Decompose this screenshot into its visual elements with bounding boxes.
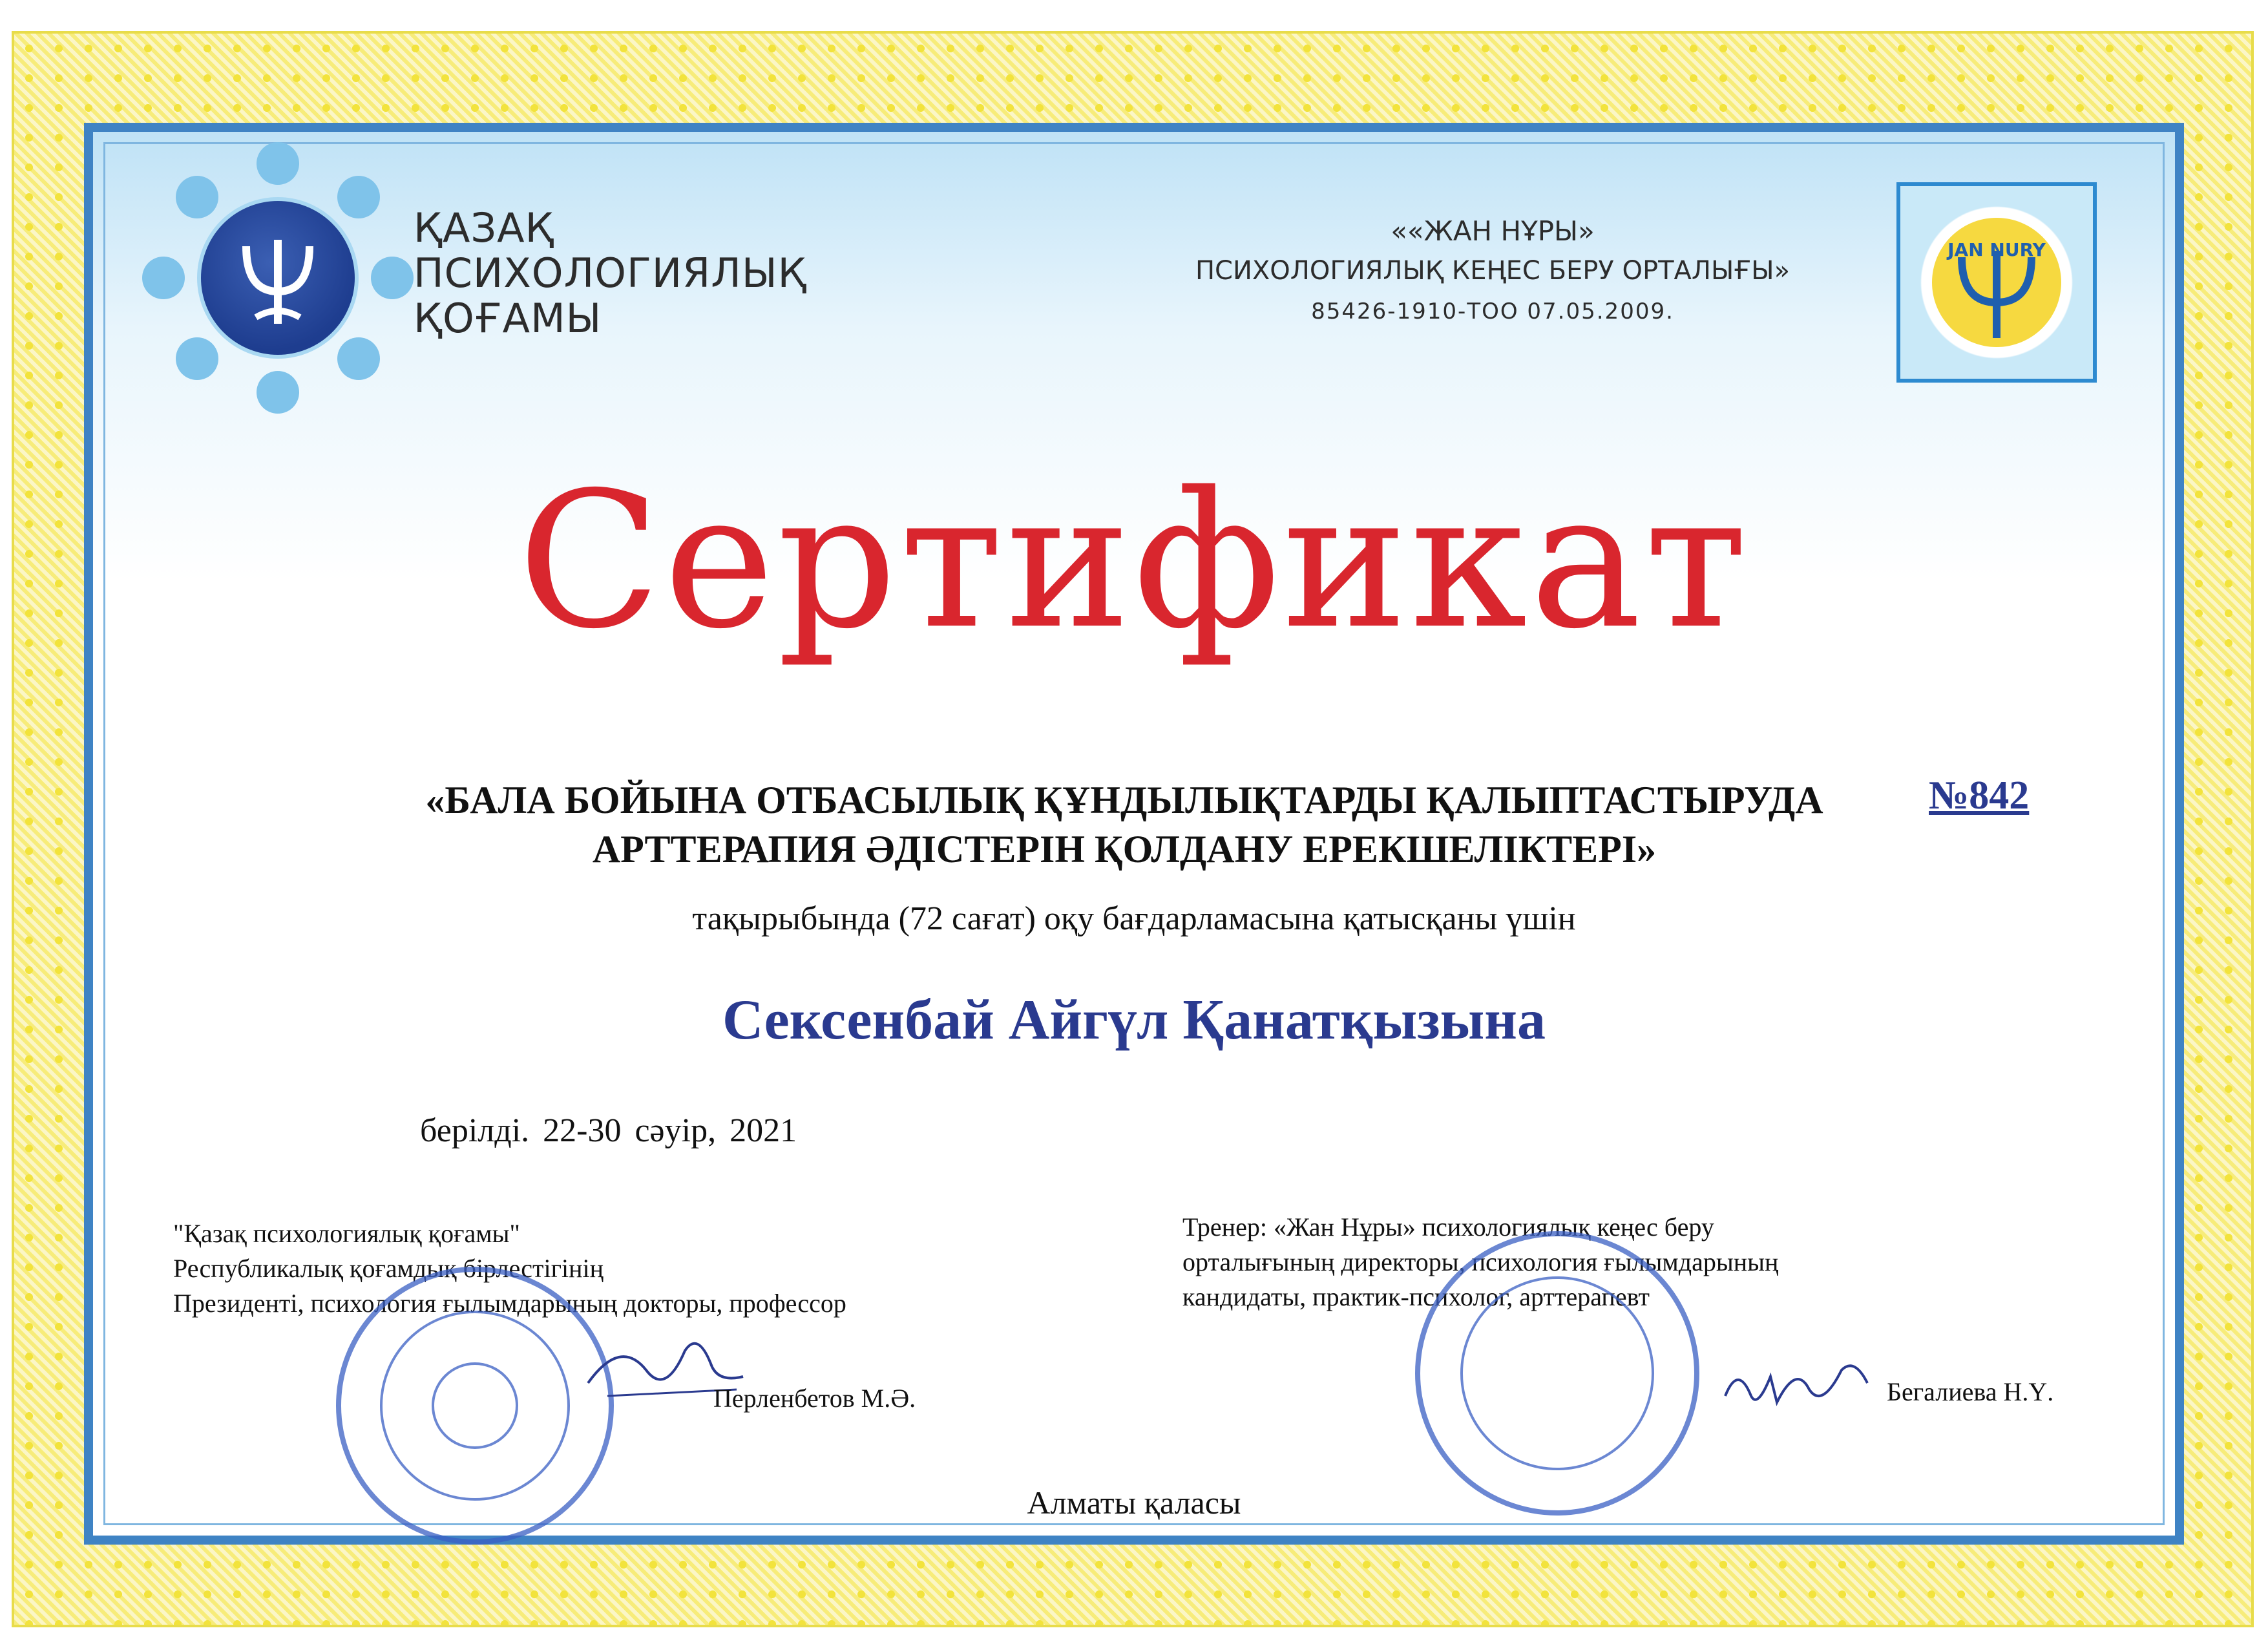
logo-dot <box>257 371 299 414</box>
left-org-line: ПСИХОЛОГИЯЛЫҚ <box>414 249 807 297</box>
kazakh-psych-society-logo <box>142 142 414 414</box>
issue-date: берілді. 22-30 сәуір, 2021 <box>420 1112 797 1149</box>
right-signature-mark <box>1719 1351 1880 1422</box>
right-stamp <box>1415 1231 1699 1516</box>
left-signatory-name: Перленбетов М.Ә. <box>713 1384 916 1413</box>
logo-wordmark: JAN NURY <box>1948 239 2046 260</box>
signatory-line: Республикалық қоғамдық бірлестігінің <box>173 1254 604 1283</box>
course-topic-line: «БАЛА БОЙЫНА ОТБАСЫЛЫҚ ҚҰНДЫЛЫҚТАРДЫ ҚАЛЫПТАСТЫРУДА <box>425 779 1823 821</box>
course-description: тақырыбында (72 сағат) оқу бағдарламасына қатысқаны үшін <box>692 900 1576 937</box>
jan-nury-logo <box>1896 182 2097 383</box>
right-organization-name <box>1111 212 1874 332</box>
psi-emblem-icon <box>197 197 359 359</box>
left-org-line: ҚОҒАМЫ <box>414 295 602 342</box>
signatory-line: орталығының директоры, психология ғылымдарының <box>1182 1247 1779 1276</box>
certificate-number: №842 <box>1929 774 2030 818</box>
course-topic-line: АРТТЕРАПИЯ ӘДІСТЕРІН ҚОЛДАНУ ЕРЕКШЕЛІКТЕРІ» <box>592 828 1657 871</box>
right-signatory-name: Бегалиева Н.Ү. <box>1887 1377 2054 1406</box>
recipient-name: Сексенбай Айгүл Қанатқызына <box>722 989 1546 1051</box>
signatory-line: Тренер: «Жан Нұры» психологиялық кеңес беру <box>1182 1212 1714 1241</box>
signatory-line: Президенті, психология ғылымдарының докторы, профессор <box>173 1289 846 1318</box>
signatory-line: кандидаты, практик-психолог, арттерапевт <box>1182 1282 1650 1311</box>
signatory-line: "Қазақ психологиялық қоғамы" <box>173 1219 520 1248</box>
logo-dot <box>257 142 299 185</box>
certificate-title: Сертификат <box>518 452 1750 670</box>
logo-dot <box>371 257 414 299</box>
right-org-line: ««ЖАН НҰРЫ» <box>1391 215 1595 247</box>
left-organization-name <box>414 206 866 341</box>
left-org-line: ҚАЗАҚ <box>414 204 554 251</box>
right-org-registration: 85426-1910-ТОО 07.05.2009. <box>1311 299 1674 324</box>
logo-dot <box>142 257 185 299</box>
right-org-line: ПСИХОЛОГИЯЛЫҚ КЕҢЕС БЕРУ ОРТАЛЫҒЫ» <box>1195 256 1790 286</box>
left-signatory-title <box>173 1216 1013 1321</box>
course-topic <box>323 776 1926 874</box>
city-name: Алматы қаласы <box>1027 1484 1241 1521</box>
